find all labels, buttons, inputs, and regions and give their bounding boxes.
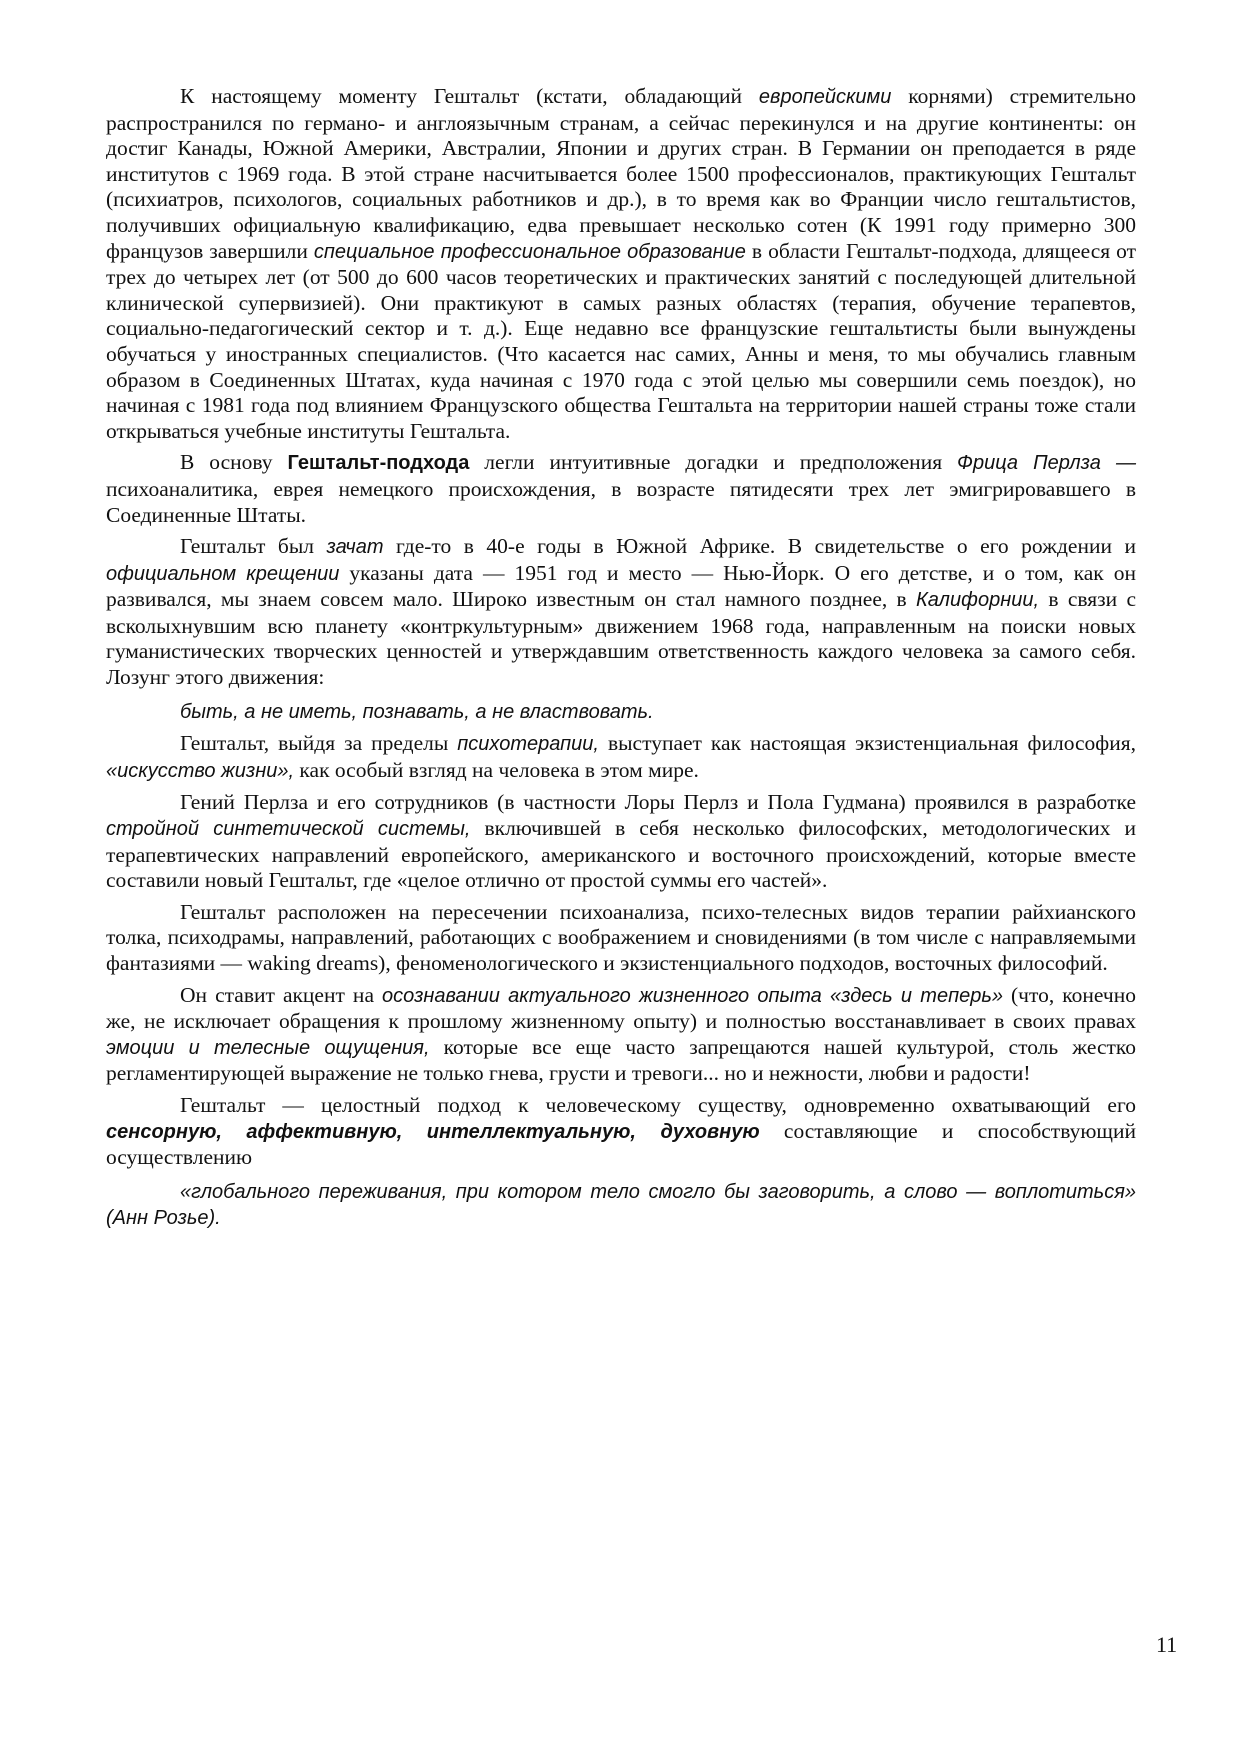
- body-text: указаны дата — 1951 год и место — Нью-Йорк. О его детстве, и о том, как он развивался, мы знаем совсем мало. Широко известным он стал намного позднее, в: [106, 560, 1136, 612]
- document-body: [106, 84, 1136, 1232]
- paragraph: [106, 1093, 1136, 1171]
- body-text: включившей в себя несколько философских, методологических и терапевтических направлений европейского, американского и восточного происхождений, которые вместе составили новый Гештальт, где «целое отлично от простой суммы его частей».: [106, 816, 1136, 893]
- emphasis-text: быть, а не иметь, познавать, а не властвовать.: [180, 700, 654, 723]
- emphasis-text: Фрица Перлза —: [957, 452, 1137, 475]
- emphasis-text: специальное профессиональное образование: [313, 240, 746, 263]
- emphasis-text: сенсорную, аффективную, интеллектуальную, духовную: [106, 1120, 760, 1143]
- paragraph: [106, 731, 1136, 784]
- body-text: как особый взгляд на человека в этом мире.: [294, 757, 699, 782]
- block-quote: [106, 1179, 1136, 1232]
- page-number: 11: [1156, 1632, 1178, 1657]
- emphasis-text: Гештальт-подхода: [287, 452, 470, 475]
- emphasis-text: стройной синтетической системы,: [106, 818, 471, 841]
- body-text: корнями) стремительно распространился по германо- и англоязычным странам, а сейчас перекинулся и на другие континенты: он достиг Канады, Южной Америки, Австралии, Японии и других стран. В Германии он преподается в ряде институтов с 1969 года. В этой стране насчитывается более 1500 профессионалов, практикующих Гештальт (психиатров, психологов, социальных работников и др.), в то время как во Франции число гештальтистов, получивших официальную квалификацию, едва превышает несколько сотен (К 1991 году примерно 300 французов завершили: [106, 84, 1136, 263]
- paragraph: [106, 900, 1136, 977]
- body-text: Гештальт расположен на пересечении психоанализа, психо-телесных видов терапии райхианского толка, психодрамы, направлений, работающих с воображением и сновидениями (в том числе с направляемыми фантазиями — waking dreams), феноменологического и экзистенциального подходов, восточных философий.: [106, 899, 1136, 975]
- body-text: в области Гештальт-подхода, длящееся от трех до четырех лет (от 500 до 600 часов теоретических и практических занятий с последующей длительной клинической супервизией). Они практикуют в самых разных областях (терапия, обучение терапевтов, социально-педагогический сектор и т. д.). Еще недавно все французские гештальтисты были вынуждены обучаться у иностранных специалистов. (Что касается нас самих, Анны и меня, то мы обучались главным образом в Соединенных Штатах, куда начиная с 1970 года с этой целью мы совершили семь поездок), но начиная с 1981 года под влиянием Французского общества Гештальта на территории нашей страны тоже стали открываться учебные институты Гештальта.: [106, 238, 1137, 443]
- body-text: В основу: [180, 450, 288, 475]
- paragraph: [106, 983, 1136, 1087]
- body-text: (что, конечно же, не исключает обращения к прошлому жизненному опыту) и полностью восстанавливает в своих правах: [106, 982, 1136, 1034]
- emphasis-text: осознавании актуального жизненного опыта «здесь и теперь»: [382, 984, 1003, 1007]
- emphasis-text: зачат: [326, 536, 384, 559]
- body-text: Гений Перлза и его сотрудников (в частности Лоры Перлз и Пола Гудмана) проявился в разработке: [180, 790, 1136, 815]
- body-text: Гештальт был: [180, 534, 327, 559]
- emphasis-text: психотерапии,: [457, 733, 599, 756]
- paragraph: [106, 790, 1136, 893]
- body-text: в связи с всколыхнувшим всю планету «контркультурным» движением 1968 года, направленным на поиски новых гуманистических творческих ценностей и утверждавшим ответственность каждого человека за самого себя. Лозунг этого движения:: [106, 587, 1136, 690]
- emphasis-text: эмоции и телесные ощущения,: [106, 1036, 430, 1059]
- emphasis-text: «глобального переживания, при котором тело смогло бы заговорить, а слово — воплотиться» (Анн Розье).: [106, 1180, 1136, 1230]
- paragraph: [106, 534, 1136, 691]
- body-text: Он ставит акцент на: [180, 982, 383, 1007]
- emphasis-text: «искусство жизни»,: [106, 759, 295, 782]
- body-text: К настоящему моменту Гештальт (кстати, обладающий: [180, 84, 759, 108]
- emphasis-text: европейскими: [758, 86, 892, 108]
- block-quote: [106, 699, 1136, 726]
- body-text: где-то в 40-е годы в Южной Африке. В свидетельстве о его рождении и: [383, 534, 1136, 559]
- emphasis-text: Калифорнии,: [916, 589, 1040, 612]
- emphasis-text: официальном крещении: [106, 562, 340, 585]
- body-text: выступает как настоящая экзистенциальная философия,: [598, 731, 1136, 756]
- body-text: которые все еще часто запрещаются нашей культурой, столь жестко регламентирующей выражение не только гнева, грусти и тревоги... но и нежности, любви и радости!: [106, 1034, 1136, 1086]
- body-text: легли интуитивные догадки и предположения: [469, 450, 958, 475]
- body-text: Гештальт — целостный подход к человеческому существу, одновременно охватывающий его: [180, 1092, 1136, 1117]
- body-text: Гештальт, выйдя за пределы: [180, 731, 458, 756]
- body-text: составляющие и способствующий осуществлению: [106, 1118, 1136, 1170]
- paragraph: [106, 84, 1136, 444]
- paragraph: [106, 450, 1136, 528]
- body-text: психоаналитика, еврея немецкого происхождения, в возрасте пятидесяти трех лет эмигрировавшего в Соединенные Штаты.: [106, 476, 1136, 527]
